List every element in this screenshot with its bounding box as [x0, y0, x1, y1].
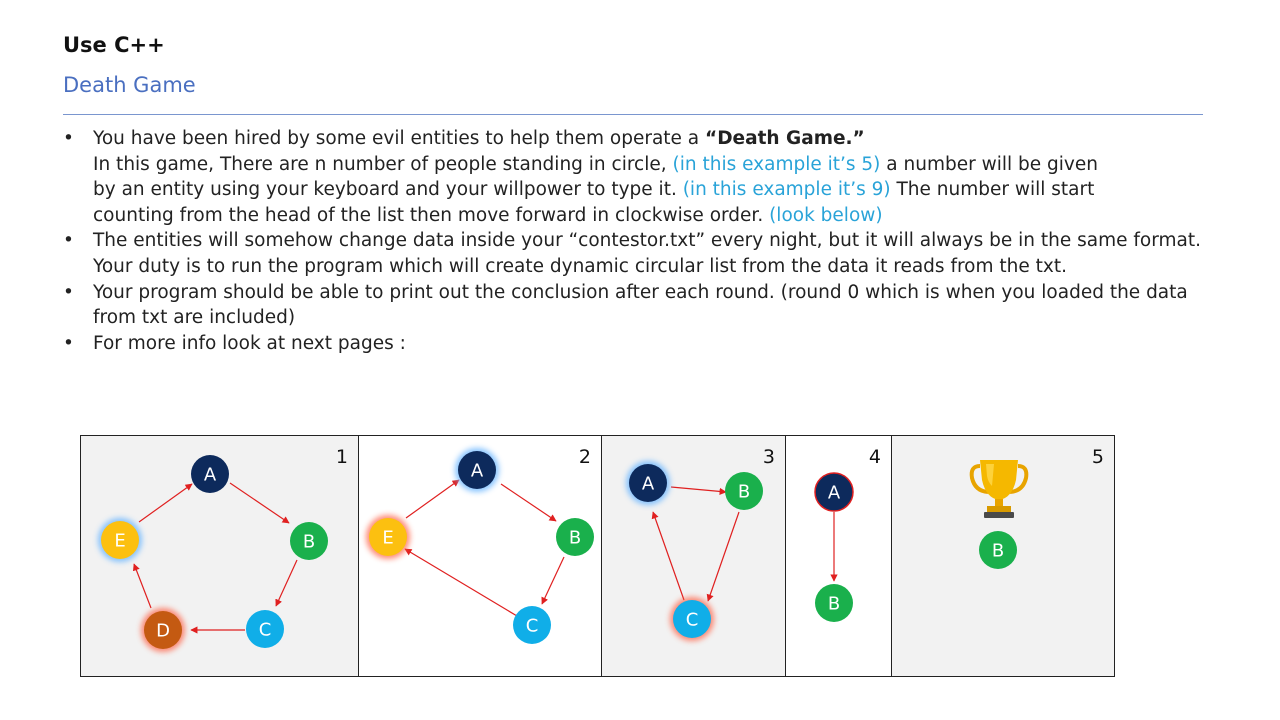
- bullet-1-line2-highlight: (in this example it’s 5): [672, 153, 881, 175]
- bullet-1-text-a: You have been hired by some evil entities to help them operate a: [93, 128, 706, 149]
- bullet-list: [63, 126, 1223, 356]
- arrow-a-to-b: [230, 483, 289, 523]
- bullet-1-line4-a: counting from the head of the list then move forward in clockwise order.: [93, 204, 770, 226]
- svg-text:B: B: [827, 593, 841, 615]
- svg-text:B: B: [991, 540, 1005, 562]
- svg-text:E: E: [114, 530, 126, 552]
- bullet-item-4: [63, 331, 1223, 357]
- panel-number: 3: [762, 446, 775, 468]
- node-e-highlighted: [366, 515, 410, 559]
- panel-4-diagram: [786, 436, 892, 676]
- panel-1: [81, 436, 359, 676]
- diagram-panels: [80, 435, 1115, 677]
- bullet-marker: •: [63, 332, 74, 354]
- svg-text:A: A: [203, 464, 217, 486]
- panel-3: [602, 436, 786, 676]
- node-a-highlighted: [626, 461, 670, 505]
- panel-5: [892, 436, 1114, 676]
- node-a: [191, 455, 229, 493]
- panel-2-diagram: [359, 436, 602, 676]
- node-b-winner: [979, 531, 1017, 569]
- bullet-marker: •: [63, 281, 74, 303]
- bullet-1-line2-b: a number will be given: [880, 153, 1098, 175]
- svg-text:B: B: [568, 527, 582, 549]
- svg-text:A: A: [470, 460, 484, 482]
- node-b: [815, 584, 853, 622]
- node-b: [290, 522, 328, 560]
- node-b: [725, 472, 763, 510]
- bullet-1-line4-highlight: (look below): [769, 204, 883, 226]
- node-d-highlighted: [141, 608, 185, 652]
- arrow-e-to-a: [406, 480, 459, 518]
- node-a-highlighted: [815, 473, 853, 511]
- panel-5-diagram: [892, 436, 1114, 676]
- bullet-3-text: Your program should be able to print out the conclusion after each round. (round 0 which is when you loaded the data from txt are included): [93, 281, 1188, 329]
- svg-text:B: B: [302, 531, 316, 553]
- arrow-b-to-c: [542, 557, 564, 604]
- svg-text:E: E: [382, 527, 394, 549]
- svg-text:A: A: [641, 473, 655, 495]
- bullet-1-line3-b: The number will start: [890, 179, 1095, 201]
- panel-number: 5: [1091, 446, 1104, 468]
- arrows: [653, 487, 739, 601]
- svg-text:D: D: [156, 620, 170, 642]
- node-a-highlighted: [455, 448, 499, 492]
- bullet-2-text: The entities will somehow change data inside your “contestor.txt” every night, but it will always be in the same format. Your duty is to run the program which will create dynamic circular list from the data it reads from the txt.: [93, 230, 1201, 277]
- arrow-b-to-c: [708, 512, 739, 601]
- svg-text:C: C: [525, 615, 539, 637]
- node-b: [556, 518, 594, 556]
- svg-text:C: C: [258, 619, 272, 641]
- bullet-4-text: For more info look at next pages :: [93, 332, 406, 354]
- arrows: [405, 480, 564, 616]
- bullet-1-line3-highlight: (in this example it’s 9): [682, 179, 891, 201]
- page-subtitle: Death Game: [63, 73, 196, 97]
- bullet-marker: •: [63, 128, 74, 149]
- arrow-a-to-b: [501, 484, 556, 521]
- arrows: [134, 483, 297, 630]
- arrow-b-to-c: [276, 560, 297, 606]
- node-e-highlighted: [98, 518, 142, 562]
- panel-number: 4: [868, 446, 881, 468]
- arrow-c-to-a: [653, 512, 684, 600]
- arrow-c-to-e: [405, 549, 517, 616]
- svg-text:A: A: [827, 482, 841, 504]
- panel-number: 2: [578, 446, 591, 468]
- svg-text:B: B: [737, 481, 751, 503]
- arrow-e-to-a: [139, 484, 192, 522]
- title-divider: [63, 114, 1203, 115]
- node-c-highlighted: [670, 597, 714, 641]
- page-title: Use C++: [63, 33, 165, 57]
- svg-text:C: C: [685, 609, 699, 631]
- panel-3-diagram: [602, 436, 786, 676]
- node-c: [246, 610, 284, 648]
- panel-1-diagram: [81, 436, 359, 676]
- bullet-item-1: [63, 126, 1223, 228]
- node-c: [513, 606, 551, 644]
- panel-number: 1: [335, 446, 348, 468]
- bullet-1-game-name: “Death Game.”: [705, 128, 865, 149]
- arrow-d-to-e: [134, 564, 151, 608]
- trophy-icon: [972, 460, 1027, 518]
- panel-2: [359, 436, 602, 676]
- bullet-1-line2-a: In this game, There are n number of people standing in circle,: [93, 153, 673, 175]
- bullet-marker: •: [63, 230, 74, 252]
- arrow-a-to-b: [671, 487, 726, 492]
- panel-4: [786, 436, 892, 676]
- bullet-1-line3-a: by an entity using your keyboard and your willpower to type it.: [93, 179, 683, 201]
- bullet-item-2: [63, 228, 1223, 279]
- bullet-item-3: [63, 280, 1223, 331]
